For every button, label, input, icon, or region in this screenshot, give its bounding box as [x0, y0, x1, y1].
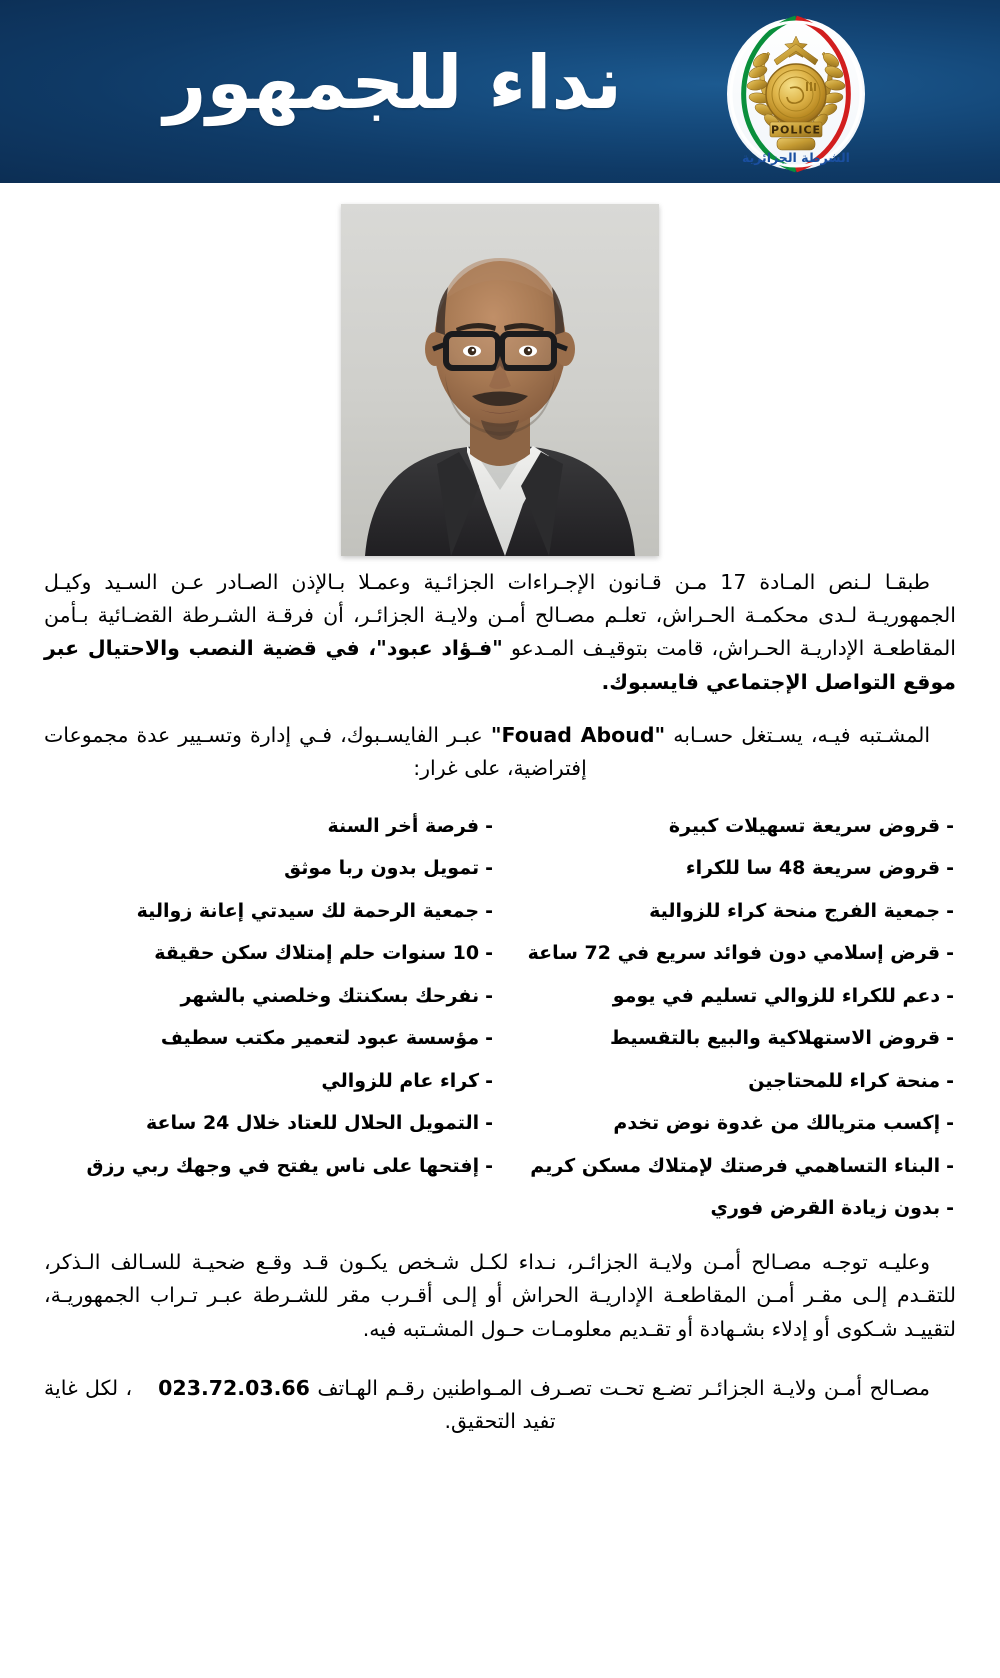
groups-left-column	[44, 805, 495, 1230]
list-item-label: 10 سنوات حلم إمتلاك سكن حقيقة	[154, 942, 480, 965]
bullet-dash-icon: -	[485, 942, 493, 965]
list-item	[44, 1145, 495, 1188]
groups-right-column	[505, 805, 956, 1230]
bullet-dash-icon: -	[946, 899, 954, 922]
list-item-label: مؤسسة عبود لتعمير مكتب سطيف	[160, 1027, 480, 1050]
list-item-label: قروض الاستهلاكية والبيع بالتقسيط	[610, 1027, 941, 1050]
list-item-label: تمويل بدون ربا موثق	[284, 857, 480, 880]
bullet-dash-icon: -	[946, 1069, 954, 1092]
bullet-dash-icon: -	[485, 899, 493, 922]
bullet-dash-icon: -	[946, 857, 954, 880]
svg-text:الشرطة الجزائرية: الشرطة الجزائرية	[742, 150, 850, 165]
list-item	[505, 848, 956, 891]
list-item	[505, 1188, 956, 1231]
paragraph-appeal: وعليـه توجـه مصـالح أمـن ولايـة الجزائـر، نـداء لكـل شـخص يكـون قـد وقـع ضحيـة للسـالف الـذكر، للتقـدم إلـى مقـر أمـن المقاطعـة الإداريـة الحراش أو إلـى أقـرب مقر للشـرطة عبـر تـراب الجمهوريـة، لتقييـد شـكوى أو إدلاء بشـهادة أو تقـديم معلومـات حـول المشـتبه فيه.	[44, 1250, 956, 1341]
list-item-label: إفتحها على ناس يفتح في وجهك ربي رزق	[86, 1154, 480, 1177]
fake-groups-list	[44, 805, 956, 1230]
contact-suffix: ، لكل غاية تفيد التحقيق.	[44, 1375, 556, 1434]
paragraph-arrest-part1: طبقـا لـنص المـادة 17 مـن قـانون الإجـراءات الجزائـية وعمـلا بـالإذن الصـادر عـن السـيد وكيـل الجمهوريـة لـدى محكمـة الحـراش، تعلـم مصـالح أمـن ولايـة الجزائـر، أن فرقـة الشـرطة القضـائية بـأمن المقاطعـة الإداريـة الحـراش، قامت بتوقيـف المـدعو	[44, 570, 956, 661]
bullet-dash-icon: -	[485, 1154, 493, 1177]
bullet-dash-icon: -	[485, 1027, 493, 1050]
header-banner	[0, 0, 1000, 183]
bullet-dash-icon: -	[485, 1112, 493, 1135]
closing-section	[44, 1246, 956, 1438]
list-item	[44, 890, 495, 933]
list-item-label: بدون زيادة القرض فوري	[710, 1197, 941, 1220]
suspect-photo	[341, 204, 659, 556]
list-item	[505, 805, 956, 848]
bullet-dash-icon: -	[485, 857, 493, 880]
list-item-label: البناء التساهمي فرصتك لإمتلاك مسكن كريم	[530, 1154, 941, 1177]
paragraph-arrest-part2: في قضية النصب والاحتيال عبر موقع التواصل الإجتماعي فايسبوك.	[44, 636, 956, 694]
list-item	[505, 1018, 956, 1061]
list-item-label: قرض إسلامي دون فوائد سريع في 72 ساعة	[527, 942, 941, 965]
list-item	[44, 805, 495, 848]
paragraph-arrest	[44, 566, 956, 699]
list-item-label: دعم للكراء للزوالي تسليم في يومو	[612, 984, 941, 1007]
svg-text:POLICE: POLICE	[770, 123, 822, 137]
paragraph-facebook-part2: عبـر الفايسـبوك، فـي إدارة وتسـيير عدة مجموعات إفتراضية، على غرار:	[44, 722, 587, 781]
list-item	[44, 1018, 495, 1061]
algerian-police-emblem-icon	[720, 14, 872, 174]
bullet-dash-icon: -	[946, 1197, 954, 1220]
list-item	[505, 1060, 956, 1103]
list-item-label: قروض سريعة 48 سا للكراء	[685, 857, 941, 880]
list-item-label: جمعية الفرج منحة كراء للزوالية	[649, 899, 941, 922]
bullet-dash-icon: -	[946, 1112, 954, 1135]
notice-body	[0, 566, 1000, 1438]
bullet-dash-icon: -	[946, 1154, 954, 1177]
bullet-dash-icon: -	[485, 814, 493, 837]
facebook-account-name: "Fouad Aboud"	[490, 722, 666, 747]
bullet-dash-icon: -	[946, 984, 954, 1007]
bullet-dash-icon: -	[485, 984, 493, 1007]
list-item	[505, 933, 956, 976]
list-item-label: نفرحك بسكنتك وخلصني بالشهر	[180, 984, 480, 1007]
list-item	[44, 848, 495, 891]
bullet-dash-icon: -	[485, 1069, 493, 1092]
contact-phone-number: 023.72.03.66	[158, 1375, 310, 1400]
list-item	[505, 1145, 956, 1188]
bullet-dash-icon: -	[946, 814, 954, 837]
list-item	[505, 890, 956, 933]
bullet-dash-icon: -	[946, 942, 954, 965]
suspect-name: "فـؤاد عبود"،	[368, 636, 503, 661]
list-item-label: جمعية الرحمة لك سيدتي إعانة زوالية	[136, 899, 480, 922]
paragraph-contact	[44, 1372, 956, 1438]
list-item	[505, 1103, 956, 1146]
list-item-label: التمويل الحلال للعتاد خلال 24 ساعة	[146, 1112, 480, 1135]
list-item	[44, 1103, 495, 1146]
bullet-dash-icon: -	[946, 1027, 954, 1050]
contact-prefix: مصـالح أمـن ولايـة الجزائـر تضـع تحـت تصـرف المـواطنين رقـم الهـاتف	[309, 1375, 930, 1400]
page-title: نداء للجمهور	[163, 40, 622, 126]
list-item	[44, 933, 495, 976]
paragraph-facebook	[44, 719, 956, 785]
list-item-label: قروض سريعة تسهيلات كبيرة	[668, 814, 941, 837]
list-item-label: فرصة أخر السنة	[327, 814, 480, 837]
list-item-empty	[44, 1188, 495, 1231]
list-item-label: إكسب متريالك من غدوة نوض تخدم	[613, 1112, 941, 1135]
list-item-label: منحة كراء للمحتاجين	[748, 1069, 941, 1092]
list-item	[44, 1060, 495, 1103]
list-item	[505, 975, 956, 1018]
list-item	[44, 975, 495, 1018]
paragraph-facebook-part1: المشـتبه فيـه، يسـتغل حسـابه	[665, 722, 931, 747]
list-item-label: كراء عام للزوالي	[321, 1069, 480, 1092]
